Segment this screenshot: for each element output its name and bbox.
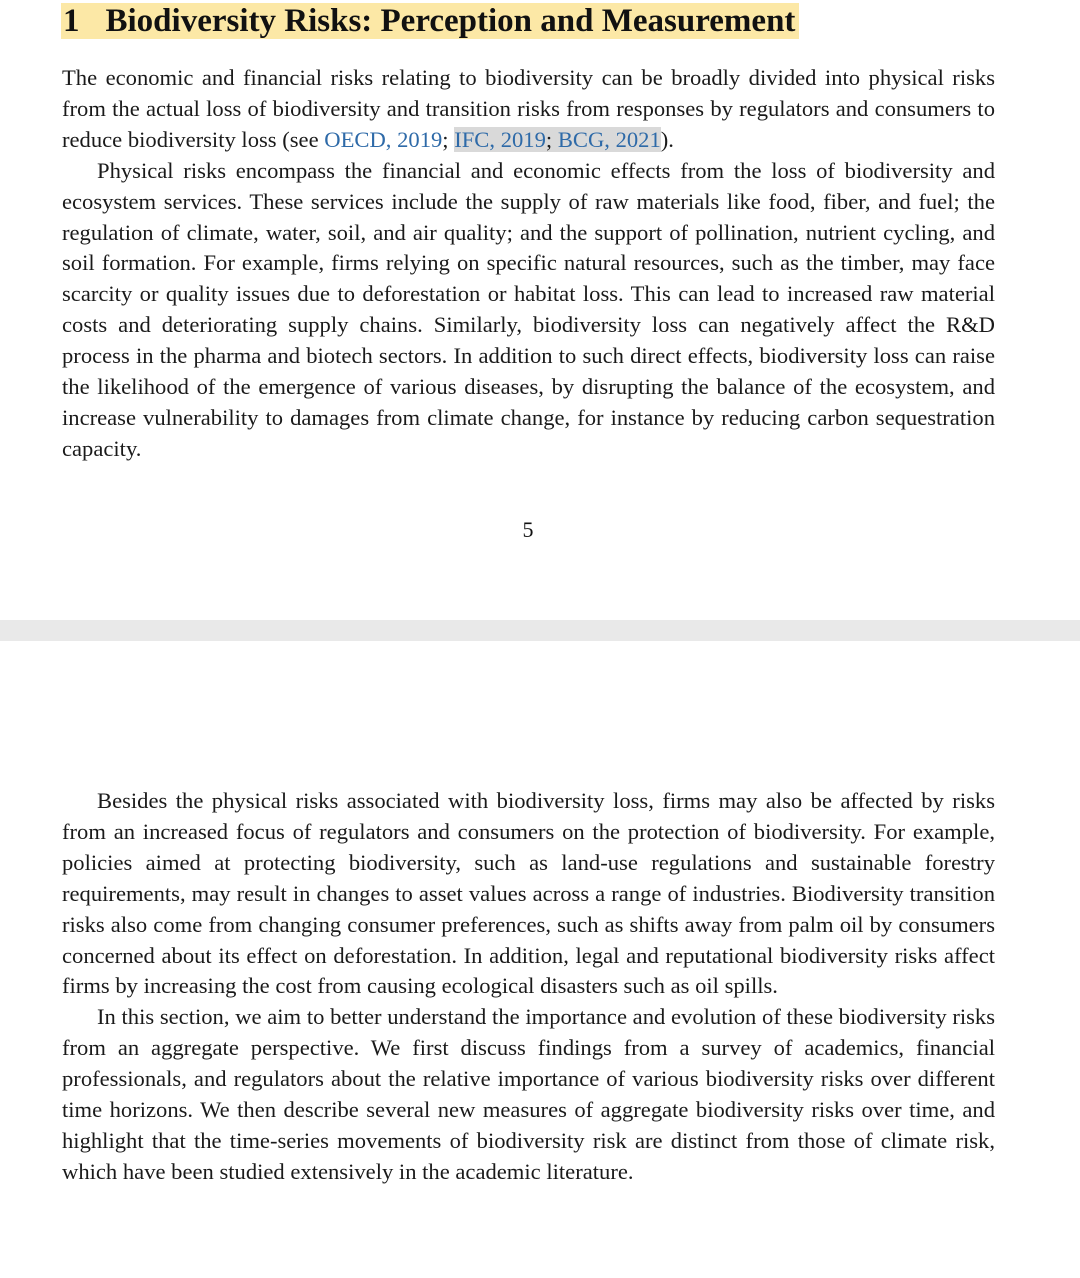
page-number: 5 (522, 517, 534, 542)
document-page-5 (0, 0, 1080, 620)
section-title: Biodiversity Risks: Perception and Measurement (105, 3, 796, 39)
document-page-6 (0, 641, 1080, 1278)
paragraph-transition-risks: Besides the physical risks associated with biodiversity loss, firms may also be affected by risks from an increased focus of regulators and consumers on the protection of biodiversity. For example, policies aimed at protecting biodiversity, such as land-use regulations and sustainable forestry requirements, may result in changes to asset values across a range of industries. Biodiversity transition risks also come from changing consumer preferences, such as shifts away from palm oil by consumers concerned about its effect on deforestation. In addition, legal and reputational biodiversity risks affect firms by increasing the cost from causing ecological disasters such as oil spills. (62, 788, 995, 999)
citation-ifc-2019[interactable]: IFC, 2019 (454, 126, 546, 152)
page-separator (0, 620, 1080, 641)
citation-oecd-2019[interactable]: OECD, 2019 (324, 126, 443, 152)
paragraph-section-overview: In this section, we aim to better understand the importance and evolution of these biodiversity risks from an aggregate perspective. We first discuss findings from a survey of academics, financial professionals, and regulators about the relative importance of various biodiversity risks over different time horizons. We then describe several new measures of aggregate biodiversity risks over time, and highlight that the time-series movements of biodiversity risk are distinct from those of climate risk, which have been studied extensively in the academic literature. (62, 1004, 995, 1184)
section-heading (61, 3, 799, 39)
section-number: 1 (63, 3, 80, 39)
citation-bcg-2021[interactable]: BCG, 2021 (557, 126, 661, 152)
body-text-lower (62, 786, 995, 1188)
paragraph-risk-types: The economic and financial risks relating to biodiversity can be broadly divided into physical risks from the actual loss of biodiversity and transition risks from responses by regulators and consumers to reduce biodiversity loss (see OECD, 2019; IFC, 2019; BCG, 2021). (62, 65, 995, 152)
body-text-upper (62, 63, 995, 465)
paragraph-physical-risks: Physical risks encompass the financial and economic effects from the loss of biodiversity and ecosystem services. These services include the supply of raw materials like food, fiber, and fuel; the regulation of climate, water, soil, and air quality; and the support of pollination, nutrient cycling, and soil formation. For example, firms relying on specific natural resources, such as the timber, may face scarcity or quality issues due to deforestation or habitat loss. This can lead to increased raw material costs and deteriorating supply chains. Similarly, biodiversity loss can negatively affect the R&D process in the pharma and biotech sectors. In addition to such direct effects, biodiversity loss can raise the likelihood of the emergence of various diseases, by disrupting the balance of the ecosystem, and increase vulnerability to damages from climate change, for instance by reducing carbon sequestration capacity. (62, 157, 995, 461)
